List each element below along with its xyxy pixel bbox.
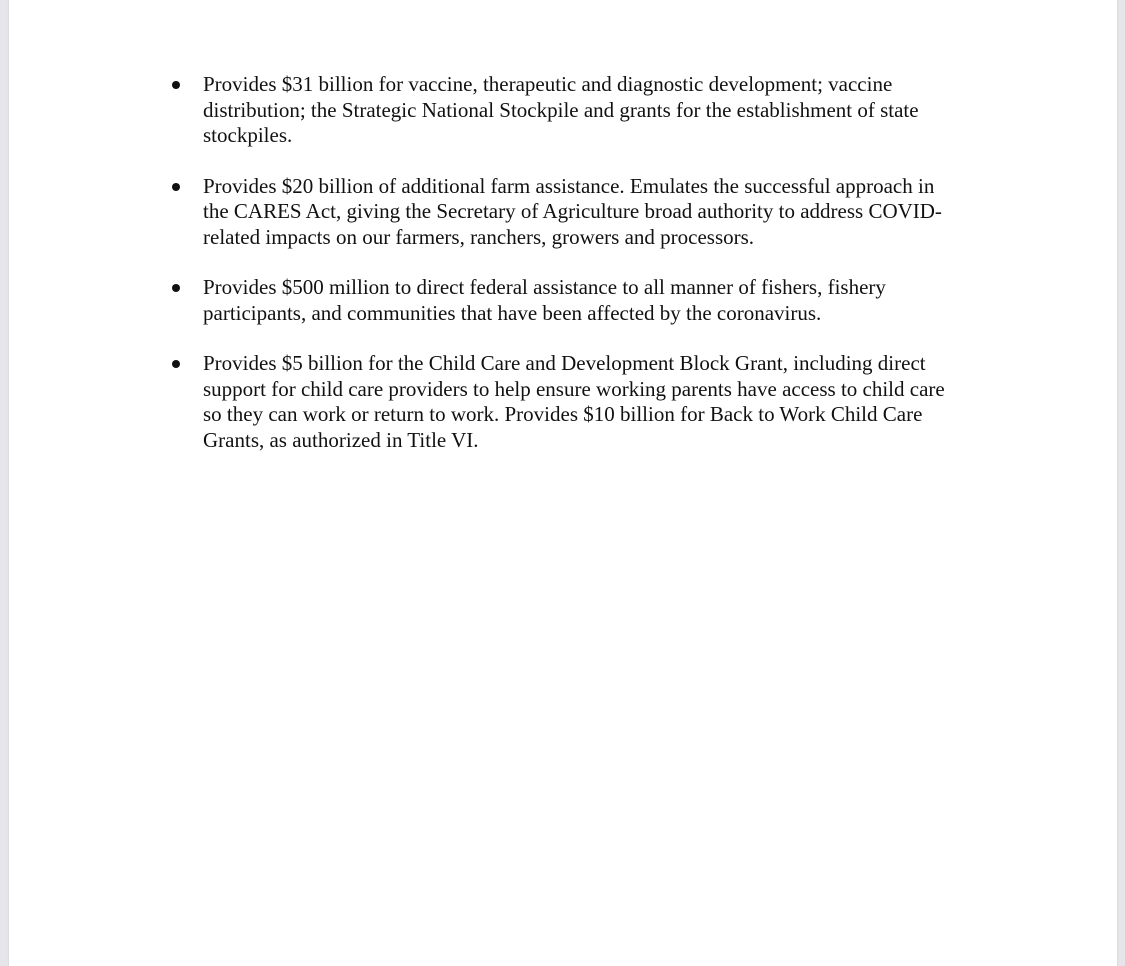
bullet-icon <box>172 81 180 89</box>
bullet-text: Provides $20 billion of additional farm assistance. Emulates the successful approach in the CARES Act, giving the Secretary of Agriculture broad authority to address COVID- related impacts on our farmers, ranchers, growers and processors. <box>203 173 942 249</box>
list-item <box>9 72 983 149</box>
bullet-text: Provides $500 million to direct federal assistance to all manner of fishers, fishery participants, and communities that have been affected by the coronavirus. <box>203 275 886 325</box>
bullet-text: Provides $5 billion for the Child Care and Development Block Grant, including direct support for child care providers to help ensure working parents have access to child care so they can work or return to work. Provides $10 billion for Back to Work Child Care Grants, as authorized in Title VI. <box>203 351 945 452</box>
bullet-icon <box>172 183 180 191</box>
list-item <box>9 351 983 453</box>
document-page <box>9 0 1117 966</box>
list-item <box>9 174 983 251</box>
list-item <box>9 275 983 326</box>
bullet-list <box>9 72 1117 478</box>
bullet-icon <box>172 284 180 292</box>
bullet-icon <box>172 360 180 368</box>
bullet-text: Provides $31 billion for vaccine, therapeutic and diagnostic development; vaccine distribution; the Strategic National Stockpile and grants for the establishment of state stockpiles. <box>203 72 919 147</box>
